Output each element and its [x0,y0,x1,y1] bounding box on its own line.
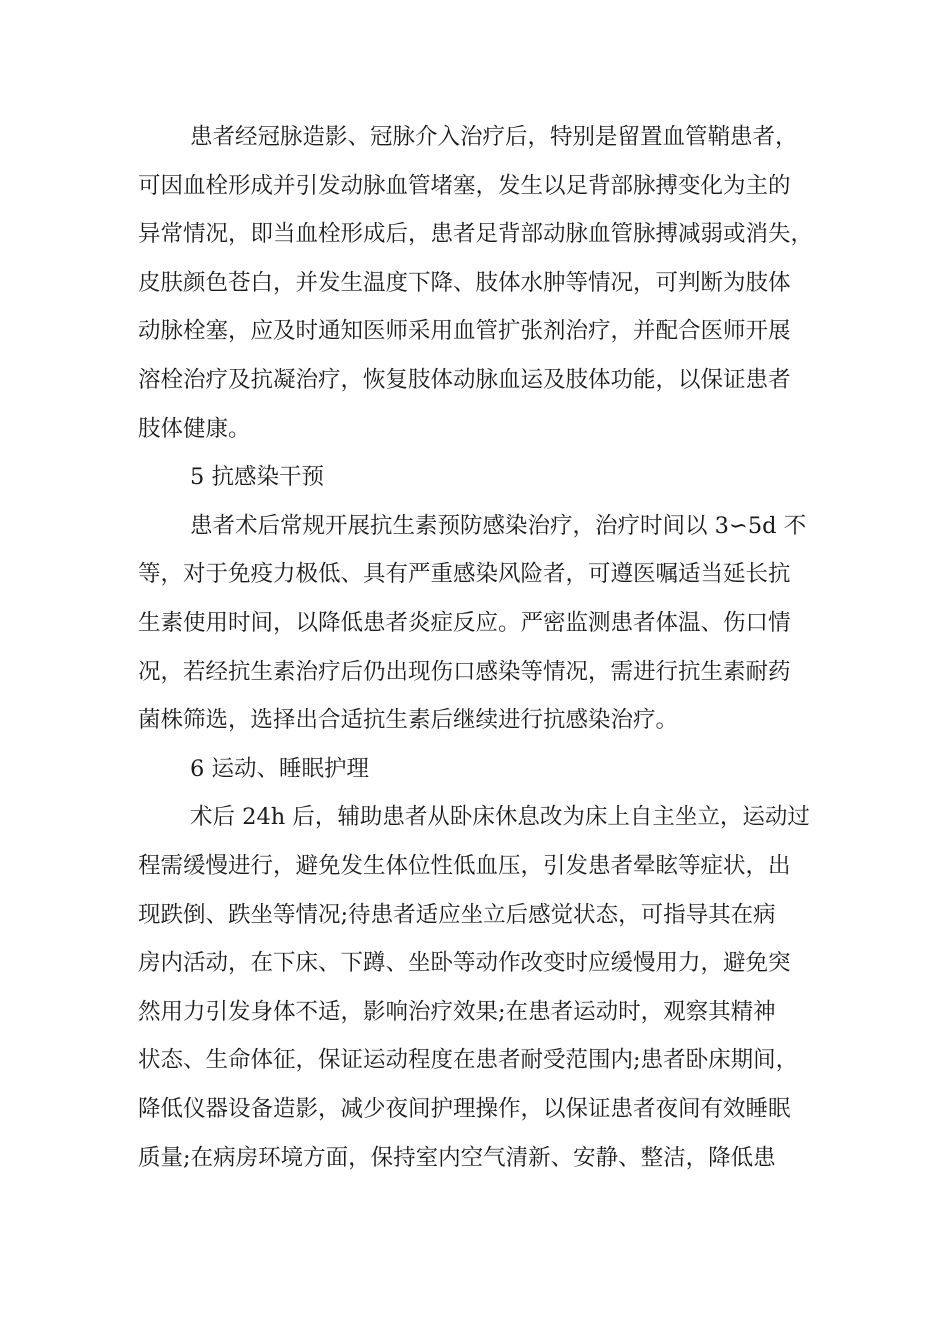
text-line: 患者经冠脉造影、冠脉介入治疗后，特别是留置血管鞘患者， [190,124,798,150]
text-line: 可因血栓形成并引发动脉血管堵塞，发生以足背部脉搏变化为主的 [138,172,791,199]
text-line: 6 运动、睡眠护理 [190,755,369,782]
text-line: 溶栓治疗及抗凝治疗，恢复肢体动脉血运及肢体功能，以保证患者 [138,367,791,393]
text-line: 房内活动，在下床、下蹲、坐卧等动作改变时应缓慢用力，避免突 [138,950,791,977]
text-line: 质量;在病房环境方面，保持室内空气清新、安静、整洁，降低患 [138,1144,776,1171]
text-line: 患者术后常规开展抗生素预防感染治疗，治疗时间以 3∽5d 不 [190,512,807,539]
text-line: 菌株筛选，选择出合适抗生素后继续进行抗感染治疗。 [138,707,679,734]
text-line: 生素使用时间，以降低患者炎症反应。严密监测患者体温、伤口情 [138,610,791,636]
text-line: 异常情况，即当血栓形成后，患者足背部动脉血管脉搏减弱或消失， [138,221,814,248]
text-line: 程需缓慢进行，避免发生体位性低血压，引发患者晕眩等症状，出 [138,853,791,879]
text-line: 然用力引发身体不适，影响治疗效果;在患者运动时，观察其精神 [138,998,776,1025]
text-line: 况，若经抗生素治疗后仍出现伤口感染等情况，需进行抗生素耐药 [138,658,791,685]
text-line: 现跌倒、跌坐等情况;待患者适应坐立后感觉状态，可指导其在病 [138,901,776,928]
text-line: 5 抗感染干预 [190,464,324,491]
text-line: 状态、生命体征，保证运动程度在患者耐受范围内;患者卧床期间， [138,1047,799,1074]
text-line: 动脉栓塞，应及时通知医师采用血管扩张剂治疗，并配合医师开展 [138,318,791,345]
text-line: 皮肤颜色苍白，并发生温度下降、肢体水肿等情况，可判断为肢体 [138,269,791,296]
text-line: 降低仪器设备造影，减少夜间护理操作，以保证患者夜间有效睡眠 [138,1096,791,1122]
text-line: 等，对于免疫力极低、具有严重感染风险者，可遵医嘱适当延长抗 [138,561,791,588]
text-line: 术后 24h 后，辅助患者从卧床休息改为床上自主坐立，运动过 [190,804,810,831]
text-line: 肢体健康。 [138,415,251,442]
